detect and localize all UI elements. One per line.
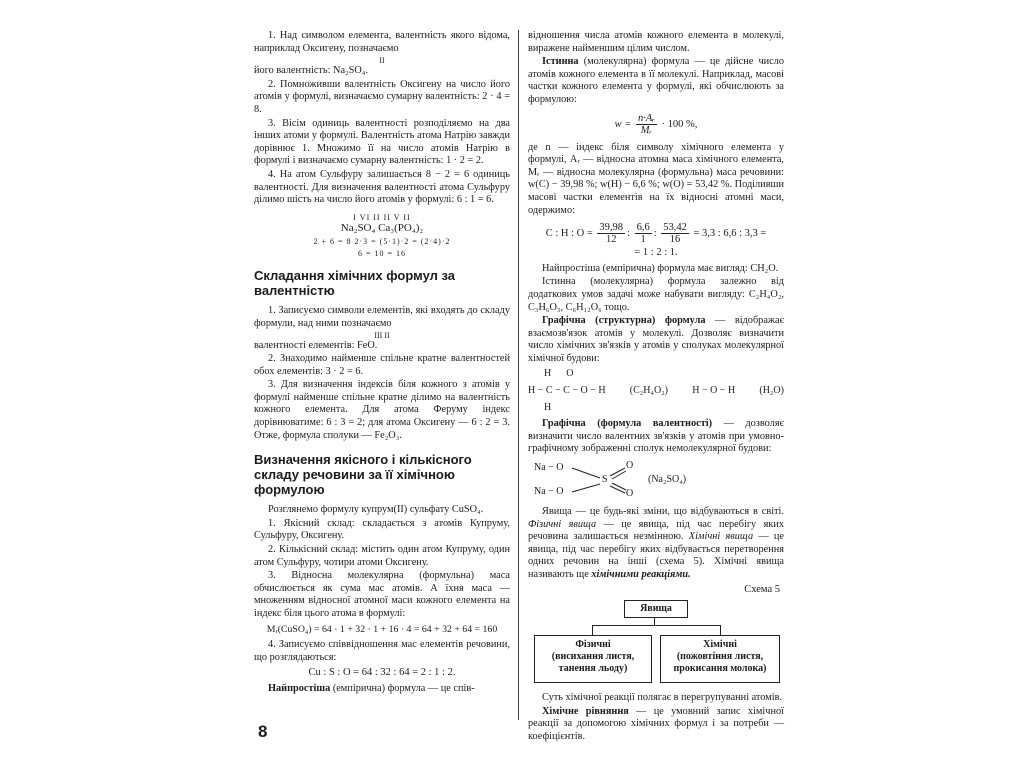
na-o-bottom: Na − O bbox=[534, 486, 564, 498]
paragraph bbox=[528, 315, 784, 365]
paragraph bbox=[528, 506, 784, 582]
paragraph-text: — це явища, під час перебігу яких відбувається перетворення одних речовин на інші (схема 5). Хімічні явища називають ще bbox=[528, 531, 784, 580]
paragraph bbox=[528, 418, 784, 456]
term: Найпростіша bbox=[268, 682, 331, 694]
section-heading: Складання хімічних формул за валентністю bbox=[254, 268, 456, 299]
connector-line bbox=[592, 625, 593, 635]
fraction bbox=[635, 222, 652, 245]
paragraph bbox=[528, 706, 784, 744]
paragraph: валентності елементів: FeO. bbox=[254, 339, 378, 351]
paragraph: 3. Для визначення індексів біля кожного з атомів у формулі найменше спільне кратне ділимо на валентність кожного елемента. Для атома Феруму індекс дорівнюватиме: 6 : 3 = 2; для атома Оксигену — 6 : 2 = 3. Отже, формула сполуки — Fe₂O₃. bbox=[254, 379, 510, 441]
connector-line bbox=[654, 617, 655, 625]
paragraph-text: (молекулярна) формула — це дійсне число атомів кожного елемента в її молекулі. Наприклад, масові частки кожного елемента у формулі, які обчислюють за формулою: bbox=[528, 56, 784, 105]
paragraph: 1. Записуємо символи елементів, які входять до складу формули, над ними позначаємо bbox=[254, 305, 510, 329]
fraction-denominator: Mᵣ bbox=[640, 124, 653, 136]
paragraph-text: (емпірична) формула — це спів- bbox=[332, 682, 475, 694]
term: Хімічне рівняння bbox=[542, 705, 629, 717]
paragraph: 1. Якісний склад: складається з атомів Купруму, Сульфуру, Оксигену. bbox=[254, 517, 510, 542]
paragraph: 2. Знаходимо найменше спільне кратне валентностей обох елементів: 3 · 2 = 6. bbox=[254, 353, 510, 377]
term: Хімічні явища bbox=[688, 531, 754, 543]
fraction-numerator: 39,98 bbox=[599, 222, 624, 234]
sodium-sulfate-graphic bbox=[528, 458, 784, 502]
formula-part: w = bbox=[614, 118, 632, 130]
structure-bottom-row: H bbox=[544, 401, 552, 413]
formula-part: · 100 %, bbox=[661, 118, 698, 130]
valence-mark: III II bbox=[374, 330, 390, 340]
atom-ratio-formula: C : H : O = $\frac{39,98}{12}$ : $\frac{6,6}{1}$ : $\frac{53,42}{16}$ = 3,3 : 6,6 : 3,3 = bbox=[545, 222, 767, 246]
paragraph: 2. Помноживши валентність Оксигену на число його атомів у формулі, визначаємо сумарну валентність: 2 · 4 = 8. bbox=[254, 78, 510, 115]
paragraph: 1. Над символом елемента, валентність якого відома, наприклад Оксигену, позначаємо bbox=[254, 30, 510, 54]
na-o-top: Na − O bbox=[534, 462, 564, 474]
term: Графічна (формула валентності) bbox=[542, 418, 713, 430]
acetic-acid-label: (C₂H₄O₂) bbox=[629, 385, 669, 397]
water-label: (H₂O) bbox=[759, 385, 784, 397]
example-formulas: Na₂SO₄ Ca₃(PO₄)₂ bbox=[340, 221, 424, 234]
valence-calc: 6 = 10 = 16 bbox=[357, 249, 407, 259]
paragraph: 3. Вісім одиниць валентності розподіляємо на два інших атоми у формулі. Валентність атома Натрію завжди дорівнює 1. Множимо її на число атомів Натрію в формулі і визначаємо сумарну валентність: 1 · 2 = 2. bbox=[254, 117, 510, 167]
page-number: 8 bbox=[258, 722, 268, 741]
formula-part: C : H : O = bbox=[545, 228, 593, 240]
paragraph-text: — відображає взаємозв'язок атомів у молекулі. Дозволяє визначити число хімічних зв'язків у атомів у сполуках молекулярної хімічної будови: bbox=[528, 315, 785, 364]
box-title: Хімічні bbox=[703, 639, 737, 651]
paragraph bbox=[254, 683, 510, 696]
paragraph: 2. Кількісний склад: містить один атом Купруму, один атом Сульфуру, чотири атоми Оксигену. bbox=[254, 544, 510, 568]
scheme-root-box: Явища bbox=[624, 600, 688, 618]
paragraph bbox=[528, 56, 784, 106]
paragraph: його валентність: Na₂SO₄. bbox=[254, 65, 368, 77]
box-examples: (висихання листя, танення льоду) bbox=[551, 651, 635, 675]
left-column bbox=[254, 30, 510, 697]
paragraph: 3. Відносна молекулярна (формульна) маса обчислюється як сума мас атомів. А їхня маса — множенням відносної атомної маси кожного елемента на індекс біля цього атома в формулі: bbox=[254, 570, 510, 619]
fraction bbox=[636, 113, 657, 136]
valence-calc: 2 + 6 = 8 2·3 = (5·1)·2 = (2·4)·2 bbox=[313, 237, 451, 247]
valence-example bbox=[254, 213, 510, 259]
paragraph: відношення числа атомів кожного елемента в молекулі, виражене найменшим цілим числом. bbox=[528, 30, 784, 54]
fraction-numerator: 53,42 bbox=[663, 222, 687, 234]
oxygen-bottom: O bbox=[626, 488, 634, 500]
paragraph-text: — це умовний запис хімічної реакції за допомогою хімічних формул і за потреби — коефіцієнтів. bbox=[528, 705, 784, 742]
fraction-denominator: 12 bbox=[605, 234, 617, 246]
valence-marks: I VI II II V II bbox=[353, 212, 411, 222]
term: Істинна bbox=[542, 56, 579, 68]
formula-part: = 3,3 : 6,6 : 3,3 = bbox=[693, 228, 767, 240]
scheme-physical-box bbox=[534, 635, 652, 683]
connector-line bbox=[592, 625, 720, 626]
term: хімічними реакціями. bbox=[591, 569, 691, 580]
scheme-chemical-box bbox=[660, 635, 780, 683]
oxygen-top: O bbox=[626, 460, 634, 472]
scheme-title: Схема 5 bbox=[744, 583, 780, 595]
paragraph: де n — індекс біля символу хімічного елемента у формулі, Aᵣ — відносна атомна маса хімічного елемента, Mᵣ — відносна молекулярна (формульна) маса речовини: w(C) − 39,98 %; w(H) − 6,6 %; w(O) = 53,42 %. Поділивши масові частки елементів на їх відносні атомні маси, одержимо: bbox=[528, 141, 784, 216]
fraction-numerator: 6,6 bbox=[636, 222, 650, 234]
fraction-denominator: 16 bbox=[669, 234, 681, 246]
mass-ratio-formula: Cu : S : O = 64 : 32 : 64 = 2 : 1 : 2. bbox=[308, 667, 456, 679]
structure-top-row: H O bbox=[544, 368, 574, 380]
paragraph: Істинна (молекулярна) формула залежно від додаткових умов задачі може набувати вигляду: C₂H₄O₂, C₃H₆O₃, C₆H₁₂O₆ тощо. bbox=[528, 276, 784, 313]
term: Фізичні явища bbox=[528, 518, 597, 530]
bond-lines bbox=[528, 458, 638, 502]
atom-ratio-result: = 1 : 2 : 1. bbox=[634, 247, 678, 259]
paragraph: 4. Записуємо співвідношення мас елементів речовини, що розглядаються: bbox=[254, 639, 510, 663]
section-heading: Визначення якісного і кількісного складу речовини за її хімічною формулою bbox=[254, 452, 472, 498]
connector-line bbox=[720, 625, 721, 635]
column-divider bbox=[518, 30, 519, 720]
paragraph: Розглянемо формулу купрум(II) сульфату CuSO₄. bbox=[268, 504, 484, 516]
mass-fraction-formula bbox=[528, 113, 784, 136]
box-examples: (пожовтіння листя, прокисання молока) bbox=[673, 651, 767, 675]
acetic-acid-structure: H − C − C − O − H bbox=[528, 385, 606, 397]
paragraph-text: — дозволяє визначити число валентних зв'язків у атомів при умовно-графічному зображенні сполук немолекулярної будови: bbox=[528, 418, 784, 455]
paragraph: 4. На атом Сульфуру залишається 8 − 2 = 6 одиниць валентності. Для визначення валентності атома Сульфуру ділимо шість на число його атомів у формулі: 6 : 1 = 6. bbox=[254, 168, 510, 206]
right-column bbox=[528, 30, 784, 745]
valence-mark: II bbox=[379, 56, 385, 66]
fraction bbox=[597, 222, 625, 245]
paragraph: Суть хімічної реакції полягає в перегрупуванні атомів. bbox=[542, 692, 783, 704]
fraction-numerator: n·Aᵣ bbox=[637, 112, 655, 124]
sulfur-atom: S bbox=[602, 474, 608, 486]
structure-main-row bbox=[528, 385, 784, 398]
paragraph-text: — це явища, під час перебігу яких речовина залишається незмінною. bbox=[528, 518, 784, 543]
molar-mass-formula: Mᵣ(CuSO₄) = 64 · 1 + 32 · 1 + 16 · 4 = 64 + 32 + 64 = 160 bbox=[266, 623, 498, 635]
box-title: Фізичні bbox=[575, 639, 611, 651]
sodium-sulfate-label: (Na₂SO₄) bbox=[648, 474, 687, 486]
fraction-denominator: 1 bbox=[640, 234, 646, 246]
phenomena-scheme bbox=[528, 600, 784, 688]
fraction bbox=[661, 222, 689, 245]
water-structure: H − O − H bbox=[692, 385, 736, 397]
paragraph: Найпростіша (емпірична) формула має вигляд: CH₂O. bbox=[542, 262, 779, 274]
term: Графічна (структурна) формула bbox=[542, 315, 706, 327]
structural-formulas bbox=[528, 368, 784, 414]
paragraph-text: Явища — це будь-які зміни, що відбуваються в світі. bbox=[542, 506, 784, 518]
